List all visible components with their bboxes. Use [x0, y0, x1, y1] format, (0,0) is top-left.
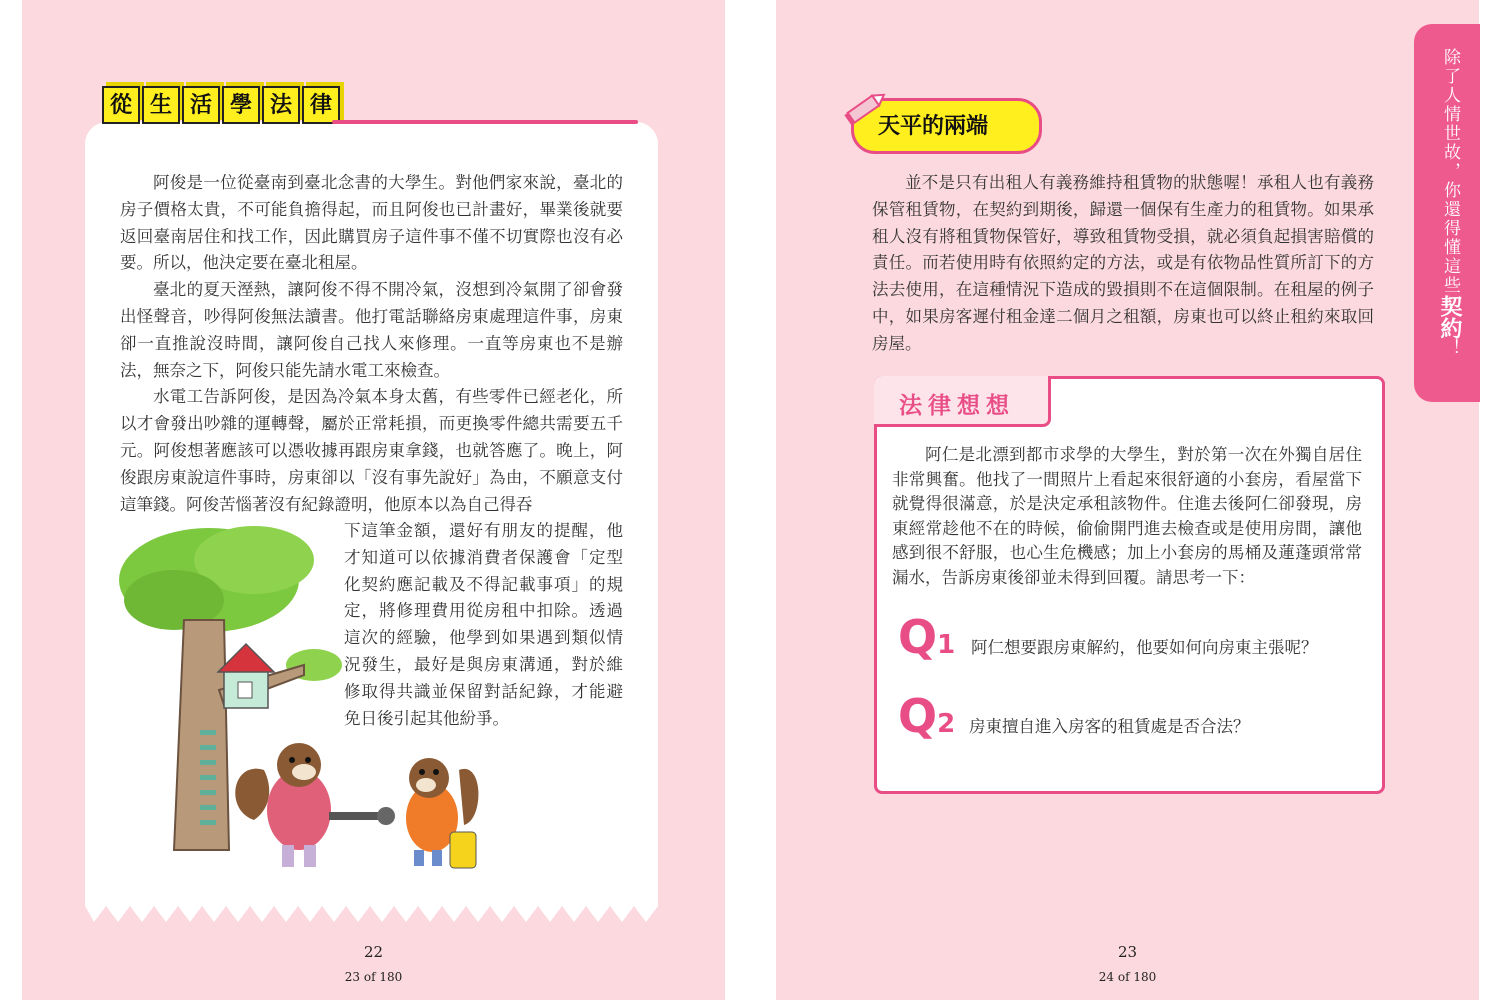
- question-2-text: 房東擅自進入房客的租賃處是否合法？: [969, 717, 1250, 736]
- story-paragraph-continued: 下這筆金額，還好有朋友的提醒，他才知道可以依據消費者保護會「定型化契約應記載及不得記載事項」的規定，將修理費用從房租中扣除。透過這次的經驗，他學到如果遇到類似情況發生，最好是與房東溝通，對於維修取得共識並保留對話紀錄，才能避免日後引起其他紛爭。: [344, 521, 623, 728]
- question-1-text: 阿仁想要跟房東解約，他要如何向房東主張呢？: [971, 638, 1318, 657]
- story-paragraph: 阿俊是一位從臺南到臺北念書的大學生。對他們家來說，臺北的房子價格太貴，不可能負擔得起，而且阿俊也已計畫好，畢業後就要返回臺南居住和找工作，因此購買房子這件事不僅不切實際也沒有必要。所以，他決定要在臺北租屋。: [120, 173, 623, 273]
- law-think-paragraph: 阿仁是北漂到都市求學的大學生，對於第一次在外獨自居住非常興奮。他找了一間照片上看起來很舒適的小套房，看屋當下就覺得很滿意，於是決定承租該物件。住進去後阿仁卻發現，房東經常趁他不在的時候，偷偷開門進去檢查或是使用房間，讓他感到很不舒服，也心生危機感；加上小套房的馬桶及蓮蓬頭常常漏水，告訴房東後卻並未得到回覆。請思考一下：: [892, 445, 1362, 587]
- title-char: 生: [142, 86, 180, 124]
- question-1-mark: Q1: [898, 610, 956, 664]
- page-number: 22: [363, 943, 384, 961]
- title-char: 學: [222, 86, 260, 124]
- page-number: 23: [1117, 943, 1138, 961]
- title-char: 律: [302, 86, 340, 124]
- story-text: [120, 170, 623, 518]
- story-paragraph: 水電工告訴阿俊，是因為冷氣本身太舊，有些零件已經老化，所以才會發出吵雜的運轉聲，屬於正常耗損，而更換零件總共需要五千元。阿俊想著應該可以憑收據再跟房東拿錢，也就答應了。晚上，阿俊跟房東說這件事時，房東卻以「沒有事先說好」為由，不願意支付這筆錢。阿俊苦惱著沒有紀錄證明，他原本以為自己得吞: [120, 387, 623, 514]
- question-2-mark: Q2: [898, 689, 956, 743]
- section-title: 天平的兩端: [878, 113, 989, 139]
- left-page: [22, 0, 725, 1000]
- title-underline: [332, 120, 638, 124]
- title-char: 法: [262, 86, 300, 124]
- explanation-paragraph: 並不是只有出租人有義務維持租賃物的狀態喔！承租人也有義務保管租賃物，在契約到期後，歸還一個保有生產力的租賃物。如果承租人沒有將租賃物保管好，導致租賃物受損，就必須負起損害賠償的責任。而若使用時有依照約定的方法，或是有依物品性質所訂下的方法去使用，在這種情況下造成的毀損則不在這個限制。在租屋的例子中，如果房客遲付租金達二個月之租額，房東也可以終止租約來取回房屋。: [872, 173, 1374, 353]
- explanation-text: [872, 170, 1374, 358]
- page-of-indicator: 23 of 180: [344, 970, 403, 984]
- law-think-text: [892, 443, 1362, 590]
- page-of-indicator: 24 of 180: [1098, 970, 1157, 984]
- section-title: [102, 86, 342, 124]
- chapter-side-title: 除了人情世故，你還得懂這些契約！: [1437, 48, 1463, 358]
- zigzag-edge: [85, 900, 658, 924]
- right-page: [776, 0, 1479, 1000]
- law-think-title: 法律想想: [899, 392, 1015, 419]
- title-char: 活: [182, 86, 220, 124]
- tree-squirrels-illustration: [114, 520, 514, 890]
- title-char: 從: [102, 86, 140, 124]
- story-paragraph: 臺北的夏天溼熱，讓阿俊不得不開冷氣，沒想到冷氣開了卻會發出怪聲音，吵得阿俊無法讀書。他打電話聯絡房東處理這件事，房東卻一直推說沒時間，讓阿俊自己找人來修理。一直等房東也不是辦法，無奈之下，阿俊只能先請水電工來檢查。: [120, 280, 623, 380]
